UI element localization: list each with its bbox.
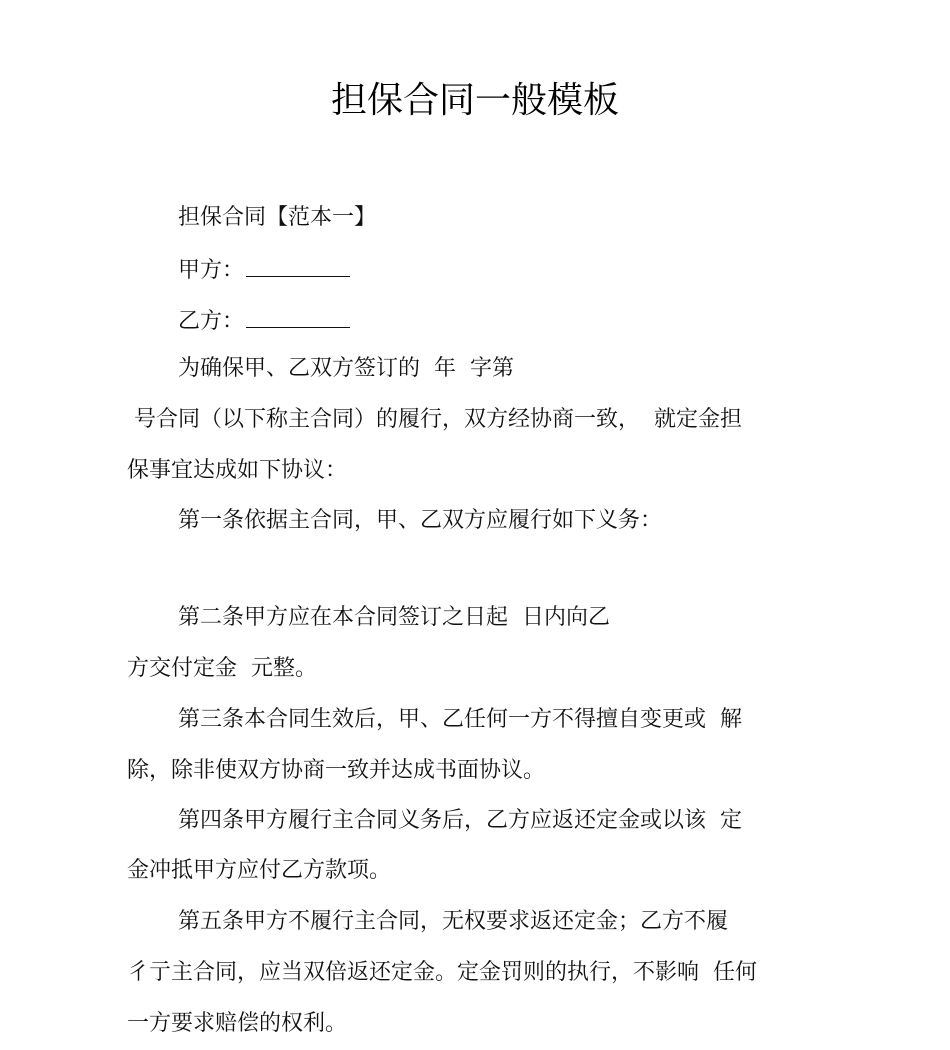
paragraph-line: 方交付定金 元整。 [127, 656, 317, 681]
party-b-line [178, 305, 350, 337]
paragraph-line: 第五条甲方不履行主合同，无权要求返还定金；乙方不履 [178, 909, 729, 934]
paragraph-line: 第三条本合同生效后，甲、乙任何一方不得擅自变更或 解 [178, 707, 742, 732]
paragraph-line: 保事宜达成如下协议： [127, 458, 348, 483]
paragraph-line: 第四条甲方履行主合同义务后，乙方应返还定金或以该 定 [178, 808, 742, 833]
party-a-label: 甲方： [178, 258, 245, 283]
party-a-blank [246, 254, 350, 277]
contract-subtitle: 担保合同【范本一】 [178, 205, 377, 230]
party-b-label: 乙方： [178, 309, 245, 334]
paragraph-line: 除，除非使双方协商一致并达成书面协议。 [127, 758, 546, 783]
paragraph-line: 一方要求赔偿的权利。 [127, 1011, 348, 1036]
document-title: 担保合同一般模板 [330, 80, 619, 121]
paragraph-line: 第二条甲方应在本合同签订之日起 日内向乙 [178, 605, 610, 630]
paragraph-line: 为确保甲、乙双方签订的 年 字第 [178, 356, 514, 381]
paragraph-line: 第一条依据主合同，甲、乙双方应履行如下义务： [178, 508, 663, 533]
paragraph-line: 金冲抵甲方应付乙方款项。 [127, 858, 392, 883]
paragraph-line: 彳亍主合同，应当双倍返还定金。定金罚则的执行，不影响 任何 [127, 960, 757, 985]
party-a-line [178, 254, 350, 286]
party-b-blank [246, 305, 350, 328]
paragraph-line: 号合同（以下称主合同）的履行，双方经协商一致， 就定金担 [127, 407, 742, 432]
